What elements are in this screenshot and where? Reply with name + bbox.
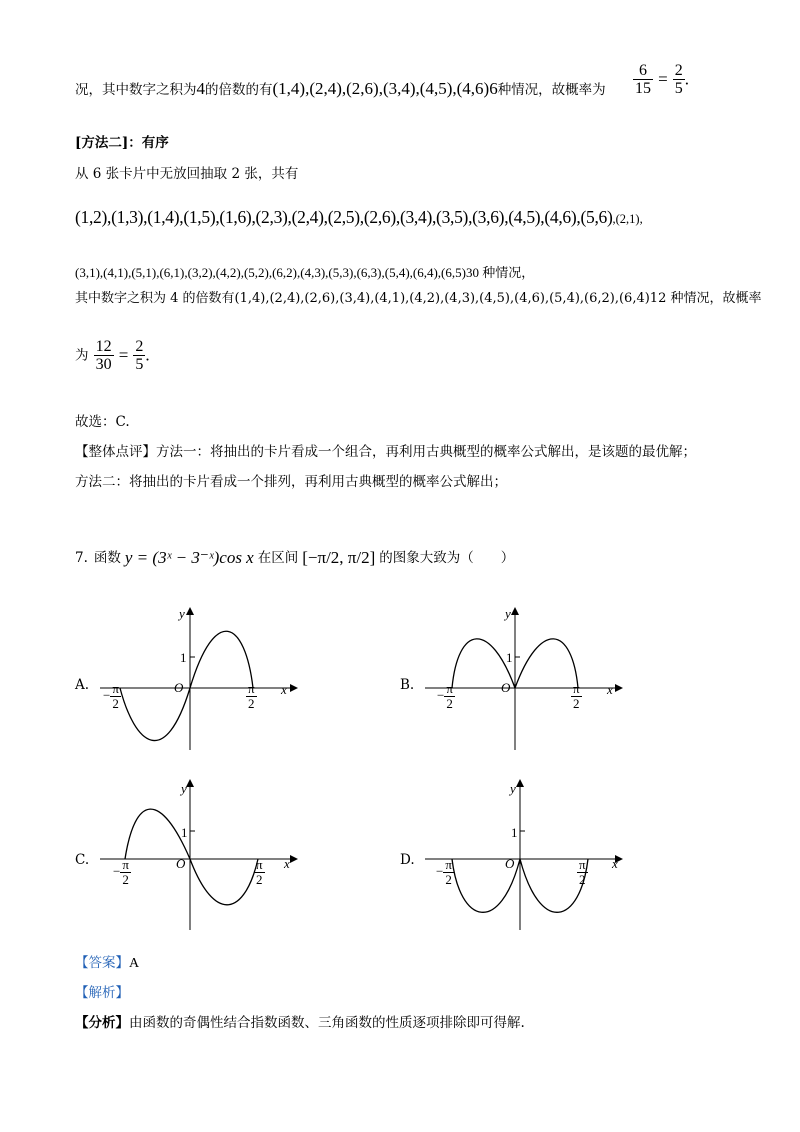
multiples-line: 其中数字之积为 4 的倍数有(1,4),(2,4),(2,6),(3,4),(4,1),(4,2),(4,3),(4,5),(4,6),(5,4),(6,2),(6,4)12 种情况，故概率 [75, 291, 762, 306]
curve-c [125, 809, 258, 905]
pi-half-d: $\frac{\pi}{2}$ [579, 857, 586, 887]
tick-1-a: 1 [180, 650, 187, 665]
x-label-d: x [612, 856, 618, 871]
tick-1-b: 1 [506, 650, 513, 665]
comment-line-2: 方法二：将抽出的卡片看成一个排列，再利用古典概型的概率公式解出； [75, 474, 507, 490]
choice-line: 故选：C. [75, 414, 130, 430]
question-pre: 函数 [93, 550, 121, 566]
y-label-b: y [505, 606, 511, 621]
y-axis-arrow [186, 607, 194, 615]
pairs-row-2: (3,1),(4,1),(5,1),(6,1),(3,2),(4,2),(5,2),(6,2),(4,3),(5,3),(6,3),(5,4),(6,4),(6,5)30 种情况， [75, 265, 535, 280]
question-formula: y = (3ˣ − 3⁻ˣ)cos x [124, 548, 254, 567]
question-interval: [−π/2, π/2] [302, 548, 376, 567]
x-label-c: x [284, 856, 290, 871]
neg-pi-half-b: − $\frac{\pi}{2}$ [437, 681, 453, 711]
option-a-label: A. [75, 677, 90, 693]
period-2: . [145, 345, 150, 365]
y-label-a: y [179, 606, 185, 621]
curve-a [120, 631, 253, 740]
method2-title: [方法二]：有序 [75, 135, 169, 151]
comment-line-1: 【整体点评】方法一：将抽出的卡片看成一个组合，再利用古典概型的概率公式解出，是该题的最优解； [75, 444, 696, 460]
option-d-label: D. [400, 852, 415, 868]
answer-line [75, 954, 139, 973]
question-7 [75, 538, 514, 578]
y-label-d: y [510, 781, 516, 796]
fraction-2-5-b: $\frac{2}{5}$ [135, 338, 144, 373]
origin-c: O [176, 856, 186, 871]
fenxi-line [75, 1014, 525, 1032]
method2-intro: 从 6 张卡片中无放回抽取 2 张，共有 [75, 166, 299, 182]
answer-tag: 【答案】 [75, 955, 129, 971]
option-b-label: B. [400, 677, 415, 693]
x-label-a: x [281, 682, 287, 697]
answer-value: A [129, 956, 140, 971]
neg-pi-half-d: − $\frac{\pi}{2}$ [436, 857, 452, 887]
origin-d: O [505, 856, 515, 871]
line-1-count: 6 [489, 79, 498, 98]
analysis-tag: 【解析】 [75, 985, 129, 1001]
line-1-mid: 的倍数的有 [205, 82, 273, 98]
line-1-pairs: (1,4),(2,4),(2,6),(3,4),(4,5),(4,6) [272, 79, 490, 98]
graph-c [95, 775, 305, 935]
question-mid: 在区间 [257, 550, 299, 566]
pi-half-a: $\frac{\pi}{2}$ [248, 681, 255, 711]
probability-line-2 [75, 338, 150, 373]
period: . [684, 69, 690, 89]
question-post: 的图象大致为（ ） [379, 550, 515, 566]
line-1-pre: 况，其中数字之积为 [75, 82, 197, 98]
option-c-label: C. [75, 852, 90, 868]
line-1-fraction [633, 62, 689, 97]
equals-sign: = [658, 69, 668, 89]
question-number: 7. [75, 550, 88, 566]
origin-b: O [501, 680, 511, 695]
fenxi-text: 由函数的奇偶性结合指数函数、三角函数的性质逐项排除即可得解. [129, 1015, 525, 1031]
y-label-c: y [181, 781, 187, 796]
origin-a: O [174, 680, 184, 695]
tick-1-c: 1 [181, 825, 188, 840]
fenxi-tag: 【分析】 [75, 1015, 129, 1031]
graph-b [420, 600, 630, 755]
neg-pi-half-a: − $\frac{\pi}{2}$ [103, 681, 119, 711]
line-1-post: 种情况，故概率为 [497, 82, 606, 98]
pairs-big: (1,2),(1,3),(1,4),(1,5),(1,6),(2,3),(2,4),(2,5),(2,6),(3,4),(3,5),(3,6),(4,5),(4,6),(5,6) [75, 207, 613, 227]
pi-half-b: $\frac{\pi}{2}$ [573, 681, 580, 711]
graph-a [95, 600, 305, 755]
pi-half-c: $\frac{\pi}{2}$ [256, 857, 263, 887]
pairs-small-tail: ,(2,1), [612, 212, 643, 226]
line-1 [75, 80, 606, 99]
tick-1-d: 1 [511, 825, 518, 840]
graph-d [420, 775, 630, 935]
line-1-four: 4 [196, 79, 205, 98]
prob2-pre: 为 [75, 347, 89, 364]
equals-sign-2: = [118, 345, 129, 365]
fraction-6-15: $\frac{6}{15}$ [635, 62, 651, 97]
x-axis-arrow [290, 684, 298, 692]
fraction-12-30: $\frac{12}{30}$ [95, 338, 112, 373]
x-label-b: x [607, 682, 613, 697]
fraction-2-5: $\frac{2}{5}$ [674, 62, 683, 97]
neg-pi-half-c: − $\frac{\pi}{2}$ [113, 857, 129, 887]
pairs-line [75, 207, 643, 228]
